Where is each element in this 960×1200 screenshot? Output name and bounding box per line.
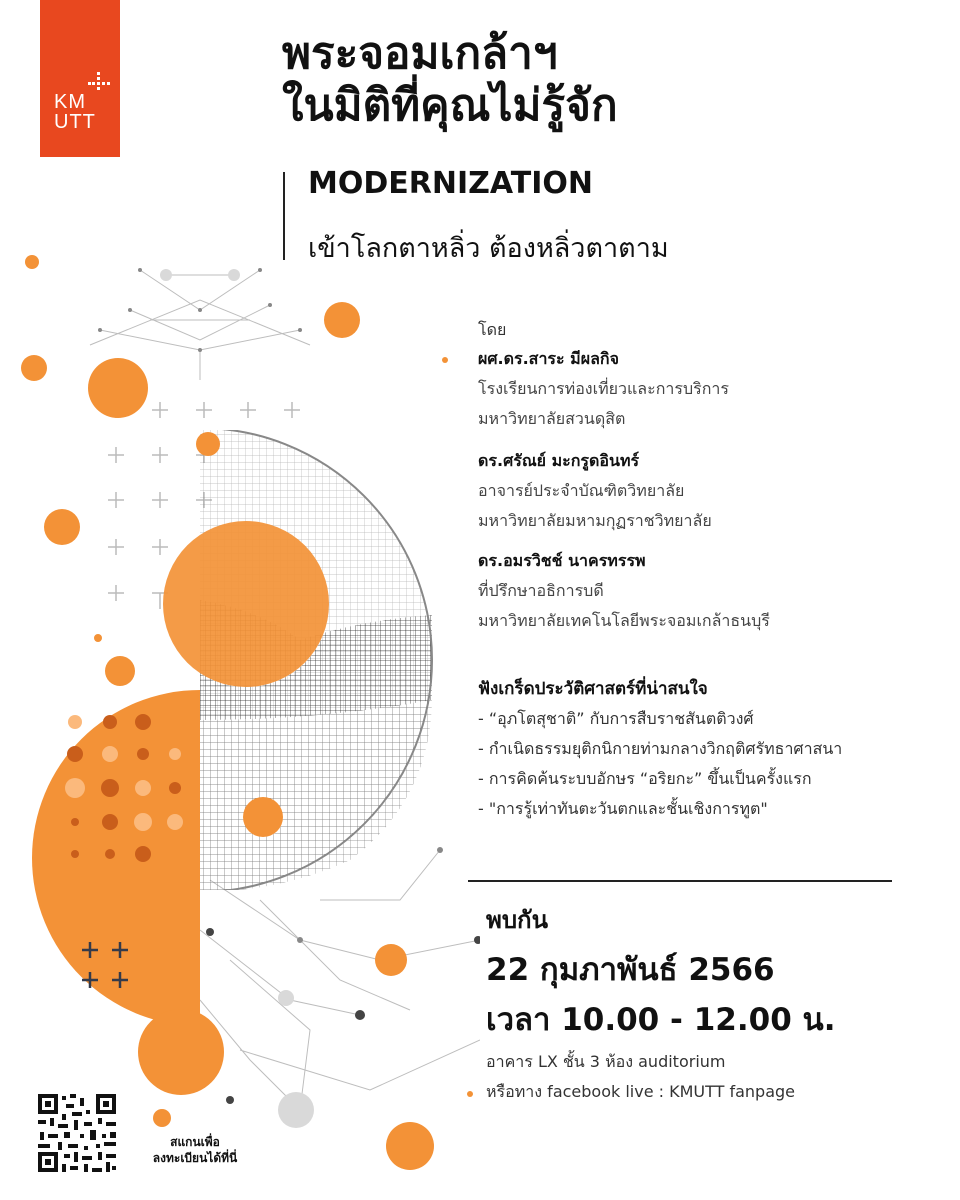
topics-heading: ฟังเกร็ดประวัติศาสตร์ที่น่าสนใจ xyxy=(478,679,708,699)
speaker-name: ผศ.ดร.สาระ มีผลกิจ xyxy=(478,349,619,368)
event-online: หรือทาง facebook live : KMUTT fanpage xyxy=(486,1082,796,1101)
register-line2: ลงทะเบียนได้ที่นี่ xyxy=(152,1151,238,1165)
title-line1: พระจอมเกล้าฯ xyxy=(282,28,558,79)
title-line2: ในมิติที่คุณไม่รู้จัก xyxy=(282,80,618,131)
meet-label: พบกัน xyxy=(486,906,548,934)
topic-item: - กำเนิดธรรมยุติกนิกายท่ามกลางวิกฤติศรัทธาศาสนา xyxy=(478,739,843,758)
by-label: โดย xyxy=(478,320,507,339)
plus-dots-icon xyxy=(88,72,110,94)
decorative-artwork xyxy=(0,240,480,1200)
logo-text-line2: UTT xyxy=(54,111,96,133)
speaker-institution: มหาวิทยาลัยสวนดุสิต xyxy=(478,409,626,428)
speaker-institution: มหาวิทยาลัยมหามกุฏราชวิทยาลัย xyxy=(478,511,712,530)
speaker-3 xyxy=(478,546,918,636)
event-venue: อาคาร LX ชั้น 3 ห้อง auditorium xyxy=(486,1052,726,1071)
event-date: 22 กุมภาพันธ์ 2566 xyxy=(486,952,775,988)
speaker-2 xyxy=(478,446,918,536)
register-line1: สแกนเพื่อ xyxy=(170,1135,220,1149)
page-title xyxy=(282,28,618,132)
kmutt-logo xyxy=(40,0,120,157)
topic-item: - “อุภโตสุชาติ” กับการสืบราชสันตติวงศ์ xyxy=(478,709,754,728)
speaker-name: ดร.อมรวิชช์ นาครทรรพ xyxy=(478,551,646,570)
register-caption xyxy=(140,1134,250,1166)
event-divider xyxy=(468,880,892,882)
subtitle-en: MODERNIZATION xyxy=(308,166,593,201)
qr-code-icon[interactable] xyxy=(36,1092,118,1174)
speaker-1 xyxy=(478,344,918,434)
speaker-affiliation: โรงเรียนการท่องเที่ยวและการบริการ xyxy=(478,379,729,398)
speaker-institution: มหาวิทยาลัยเทคโนโลยีพระจอมเกล้าธนบุรี xyxy=(478,611,770,630)
event-time: เวลา 10.00 - 12.00 น. xyxy=(486,1002,836,1038)
topic-item: - "การรู้เท่าทันตะวันตกและชั้นเชิงการทูต" xyxy=(478,799,768,818)
speaker-affiliation: ที่ปรึกษาอธิการบดี xyxy=(478,581,604,600)
speaker-affiliation: อาจารย์ประจำบัณฑิตวิทยาลัย xyxy=(478,481,685,500)
subtitle-th: เข้าโลกตาหลิ่ว ต้องหลิ่วตาตาม xyxy=(308,233,669,264)
logo-text xyxy=(54,92,96,132)
speaker-name: ดร.ศรัณย์ มะกรูดอินทร์ xyxy=(478,451,640,470)
topics-section xyxy=(478,674,948,824)
logo-text-line1: KM xyxy=(54,91,86,113)
topic-item: - การคิดค้นระบบอักษร “อริยกะ” ขึ้นเป็นครั้งแรก xyxy=(478,769,812,788)
